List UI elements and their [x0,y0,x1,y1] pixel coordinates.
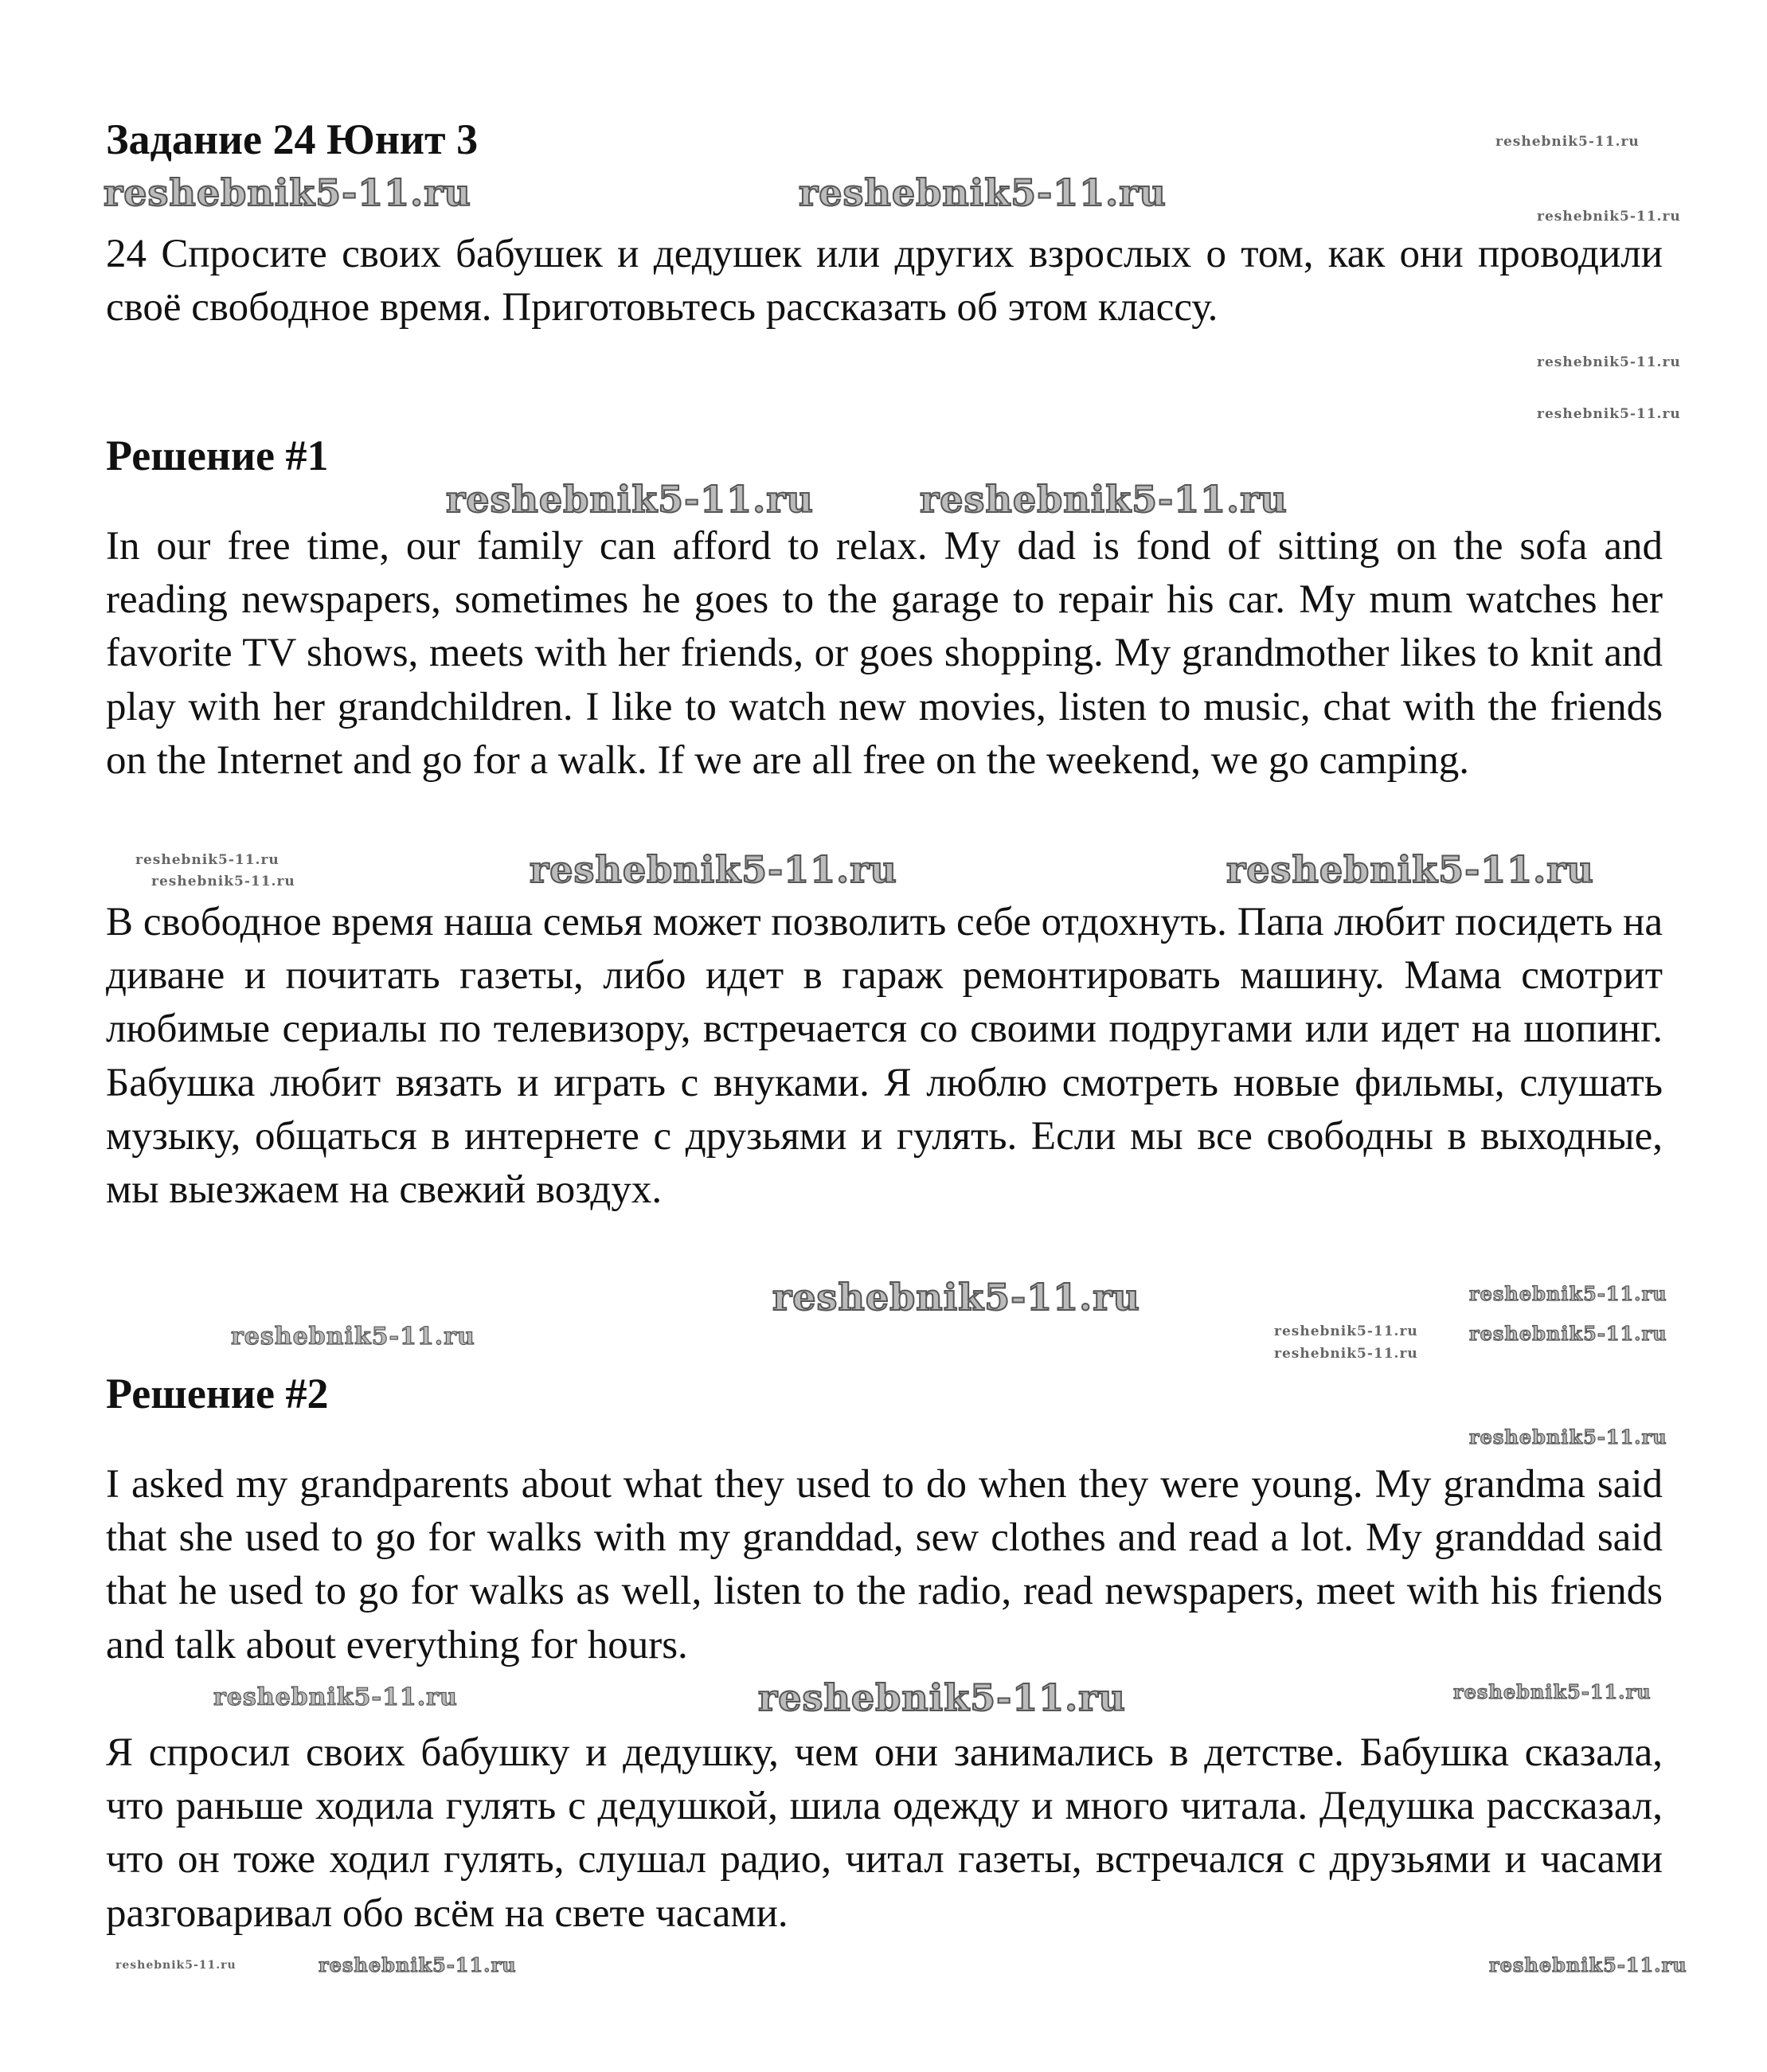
watermark: reshebnik5-11.ru [1537,406,1681,422]
watermark: reshebnik5-11.ru [319,1953,517,1976]
watermark: reshebnik5-11.ru [115,1959,237,1972]
watermark: reshebnik5-11.ru [758,1676,1126,1719]
watermark: reshebnik5-11.ru [1537,354,1681,370]
watermark: reshebnik5-11.ru [920,478,1288,521]
solution-1-heading: Решение #1 [106,432,329,479]
watermark: reshebnik5-11.ru [135,852,280,868]
watermark: reshebnik5-11.ru [1469,1282,1667,1305]
watermark: reshebnik5-11.ru [799,171,1167,214]
solution-2-russian: Я спросил своих бабушку и дедушку, чем они занимались в детстве. Бабушка сказала, что раньше ходила гулять с дедушкой, шила одежду и много читала. Дедушка рассказал, что он тоже ходил гулять, слушал радио, читал газеты, встречался с друзьями и часами разговаривал обо всём на свете часами. [106,1730,1663,1936]
solution-2-heading: Решение #2 [106,1370,329,1417]
solution-1-russian: В свободное время наша семья может позволить себе отдохнуть. Папа любит посидеть на диване и почитать газеты, либо идет в гараж ремонтировать машину. Мама смотрит любимые сериалы по телевизору, встречается со своими подругами или идет на шопинг. Бабушка любит вязать и играть с внуками. Я люблю смотреть новые фильмы, слушать музыку, общаться в интернете с друзьями и гулять. Если мы все свободны в выходные, мы выезжаем на свежий воздух. [106,900,1663,1213]
watermark: reshebnik5-11.ru [1489,1953,1687,1976]
watermark: reshebnik5-11.ru [1226,848,1594,891]
watermark: reshebnik5-11.ru [446,478,814,521]
watermark: reshebnik5-11.ru [772,1276,1140,1319]
watermark: reshebnik5-11.ru [1495,134,1640,150]
watermark: reshebnik5-11.ru [1469,1425,1667,1448]
watermark: reshebnik5-11.ru [213,1683,458,1711]
solution-1-english: In our free time, our family can afford to relax. My dad is fond of sitting on the sofa and reading newspapers, sometimes he goes to the garage to repair his car. My mum watches her favorite TV shows, meets with her friends, or goes shopping. My grandmother likes to knit and play with her grandchildren. I like to watch new movies, listen to music, chat with the friends on the Internet and go for a walk. If we are all free on the weekend, we go camping. [106,524,1663,783]
watermark: reshebnik5-11.ru [530,848,897,891]
watermark: reshebnik5-11.ru [1453,1680,1652,1703]
page-title: Задание 24 Юнит 3 [106,115,479,163]
watermark: reshebnik5-11.ru [1537,209,1681,225]
watermark: reshebnik5-11.ru [104,171,471,214]
solution-2-english: I asked my grandparents about what they used to do when they were young. My grandma said that she used to go for walks with my granddad, sew clothes and read a lot. My granddad said that he used to go for walks as well, listen to the radio, read newspapers, meet with his friends and talk about everything for hours. [106,1462,1663,1667]
watermark: reshebnik5-11.ru [151,874,295,889]
watermark: reshebnik5-11.ru [1274,1323,1418,1339]
watermark: reshebnik5-11.ru [1274,1346,1418,1362]
task-text: 24 Спросите своих бабушек и дедушек или других взрослых о том, как они проводили своё свободное время. Приготовьтесь рассказать об этом классу. [106,232,1663,330]
watermark: reshebnik5-11.ru [1469,1322,1667,1345]
watermark: reshebnik5-11.ru [231,1323,475,1351]
